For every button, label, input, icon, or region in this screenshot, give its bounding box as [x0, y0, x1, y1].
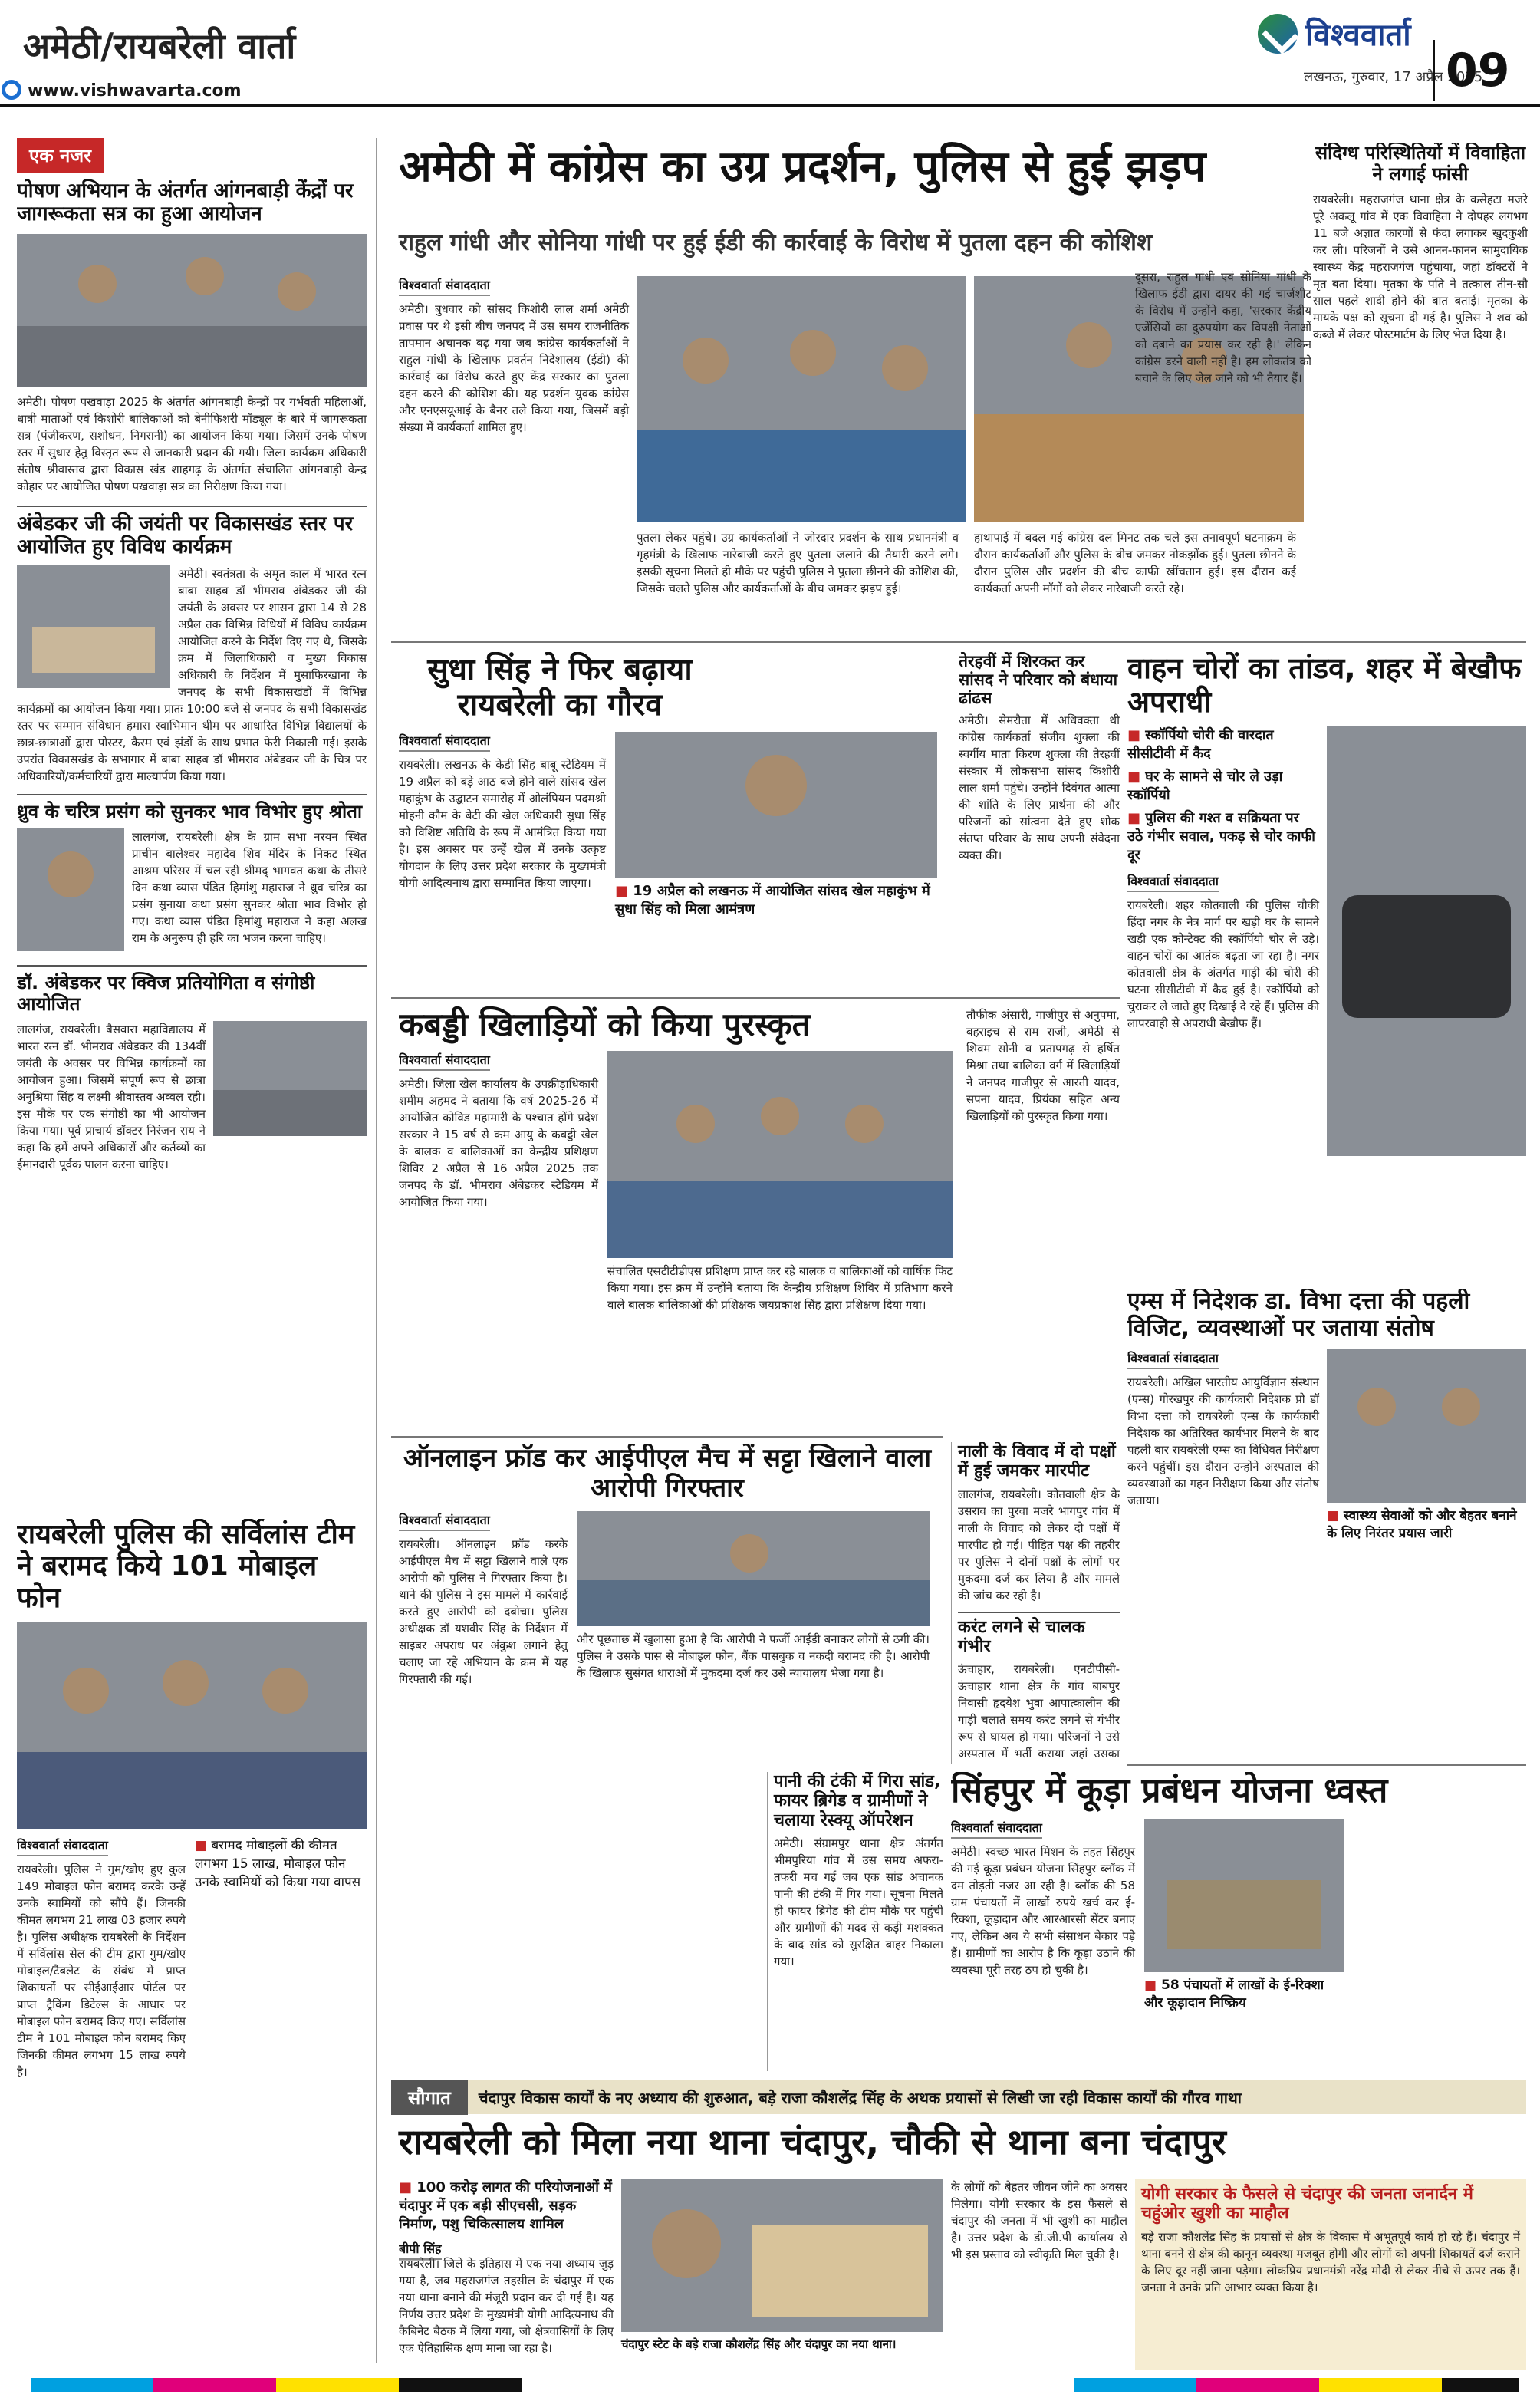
current-body: ऊंचाहार, रायबरेली। एनटीपीसी-ऊंचाहार थाना क्षेत्र के गांव बाबपुर निवासी हृदयेश भुवा आपात्कालीन की गाड़ी चलाते समय करंट लगने से गंभीर रूप से घायल हो गया। परिजनों ने उसे अस्पताल में भर्ती कराया जहां उसका	[958, 1662, 1120, 1761]
quiz-body: लालगंज, रायबरेली। बैसवारा महाविद्यालय में भारत रत्न डॉ. भीमराव अंबेडकर की 134वीं जयंती के अवसर पर विभिन्न कार्यक्रमों का आयोजन हुआ। जिसमें संपूर्ण रूप से छात्रा अनुश्रिया सिंह व लक्ष्मी श्रीवास्तव अव्वल रही। इस मौके पर एक संगोष्ठी का भी आयोजन किया गया। पूर्व प्राचार्य डॉक्टर निरंजन राय ने कहा कि हमें अपने अधिकारों और कर्तव्यों का ईमानदारी पूर्वक पालन करना चाहिए।	[17, 1023, 206, 1172]
kabaddi-body-3: तौफीक अंसारी, गाजीपुर से अनुपमा, बहराइच से राम राजी, अमेठी से शिवम सोनी व प्रतापगढ़ से हर्षित मिश्रा तथा बालिका वर्ग में खिलाड़ियों ने जनपद गाजीपुर से आरती यादव, सपना यादव, प्रियंका सहित अन्य खिलाड़ियों को पुरस्कृत किया गया।	[966, 1008, 1120, 1123]
vehicle-point-2: ■ घर के सामने से चोर ले उड़ा स्कॉर्पियो	[1127, 768, 1319, 805]
poshan-headline: पोषण अभियान के अंतर्गत आंगनबाड़ी केंद्रों पर जागरूकता सत्र का हुआ आयोजन	[17, 179, 354, 226]
lead-body-4: दूसरा, राहुल गांधी एवं सोनिया गांधी के खिलाफ ईडी द्वारा दायर की गई चार्जशीट के विरोध में उन्होंने कहा, 'सरकार केंद्रीय एजेंसियों का दुरुपयोग कर विपक्षी नेताओं को दबाने का प्रयास कर रही है।' लेकिन कांग्रेस डरने वाली नहीं है। हम लोकतंत्र को बचाने के लिए जेल जाने को भी तैयार हैं।	[1135, 270, 1311, 385]
lead-byline: विश्ववार्ता संवाददाता	[399, 276, 490, 296]
registration-bar-magenta-2	[1196, 2378, 1319, 2392]
surveillance-photo	[17, 1622, 367, 1829]
tanki-story	[767, 1772, 943, 2071]
kabaddi-byline: विश्ववार्ता संवाददाता	[399, 1051, 490, 1071]
page-number: 09	[1433, 40, 1517, 101]
aiims-byline: विश्ववार्ता संवाददाता	[1127, 1349, 1219, 1369]
lead-headline: अमेठी में कांग्रेस का उग्र प्रदर्शन, पुलिस से हुई झड़प	[399, 142, 1206, 192]
aiims-photo	[1327, 1349, 1526, 1503]
vehicle-body: रायबरेली। शहर कोतवाली की पुलिस चौकी हिंदा नगर के नेत्र मार्ग पर खड़ी घर के सामने खड़ी एक कोन्टेक्ट की स्कॉर्पियो चोर ले उड़े। वाहन चोरों का आतंक बढ़ता जा रहा है। नगर कोतवाली क्षेत्र के अंतर्गत गाड़ी की चोरी की घटना सीसीटीवी में कैद हुई है। स्कॉर्पियो को चुराकर ले जाते हुए दिखाई दे रहे हैं। पुलिस की लापरवाही से अपराधी बेखौफ हैं।	[1127, 898, 1319, 1031]
dhruv-photo	[17, 828, 124, 951]
row-rule-4	[1127, 1764, 1526, 1766]
lead-subheadline: राहुल गांधी और सोनिया गांधी पर हुई ईडी की कार्रवाई के विरोध में पुतला दहन की कोशिश	[399, 229, 1153, 256]
saugat-byline: बीपी सिंह	[399, 2240, 442, 2260]
aiims-body: रायबरेली। अखिल भारतीय आयुर्विज्ञान संस्थान (एम्स) गोरखपुर की कार्यकारी निदेशक प्रो डॉ विभा दत्ता को रायबरेली एम्स के कार्यकारी निदेशक का अतिरिक्त कार्यभार मिलने के बाद पहली बार रायबरेली एम्स का विधिवत निरीक्षण करने पहुंचीं। इस दौरान उन्होंने अस्पताल की व्यवस्थाओं का गहन निरीक्षण किया और संतोष जताया।	[1127, 1375, 1319, 1507]
surveillance-caption: ■ बरामद मोबाइलों की कीमत लगभग 15 लाख, मोबाइल फोन उनके स्वामियों को किया गया वापस	[195, 1836, 367, 1892]
kuda-byline: विश्ववार्ता संवाददाता	[951, 1819, 1042, 1839]
aiims-headline: एम्स में निदेशक डा. विभा दत्ता की पहली विजिट, व्यवस्थाओं पर जताया संतोष	[1127, 1289, 1470, 1342]
lead-col1	[399, 276, 629, 568]
tanki-body: अमेठी। संग्रामपुर थाना क्षेत्र अंतर्गत भीमपुरिया गांव में उस समय अफरा-तफरी मच गई जब एक सांड अचानक पानी की टंकी में गिर गया। सूचना मिलते ही फायर ब्रिगेड की टीम मौके पर पहुंची और ग्रामीणों की मदद से कड़ी मशक्कत के बाद सांड को सुरक्षित बाहर निकाला गया।	[774, 1836, 943, 1968]
quiz-photo	[213, 1021, 367, 1136]
registration-bar-black	[399, 2378, 522, 2392]
current-headline: करंट लगने से चालक गंभीर	[958, 1612, 1120, 1657]
kabaddi-body-2: संचालित एसटीटीडीएस प्रशिक्षण प्राप्त कर रहे बालक व बालिकाओं को वार्षिक फिट किया गया। इस क्रम में उन्होंने बताया कि केन्द्रीय प्रशिक्षण शिविर में प्रतिभाग करने वाले बालक बालिकाओं की प्रशिक्षक जयप्रकाश सिंह द्वारा प्रशिक्षण दिया गया।	[607, 1264, 953, 1312]
row-rule-2	[391, 997, 1120, 999]
sudha-story	[399, 652, 951, 990]
sudha-photo	[615, 732, 937, 878]
fansi-story	[1313, 143, 1528, 634]
header-rule	[0, 104, 1540, 107]
tanki-headline: पानी की टंकी में गिरा सांड, फायर ब्रिगेड व ग्रामीणों ने चलाया रेस्क्यू ऑपरेशन	[774, 1772, 941, 1830]
vehicle-story	[1127, 652, 1526, 1281]
quiz-headline: डॉ. अंबेडकर पर क्विज प्रतियोगिता व संगोष्ठी आयोजित	[17, 965, 367, 1015]
saugat-side-headline: योगी सरकार के फैसले से चंदापुर की जनता जनार्दन में चहुंओर खुशी का माहौल	[1141, 2185, 1473, 2224]
saugat-body-3: के लोगों को बेहतर जीवन जीने का अवसर मिलेगा। योगी सरकार के इस फैसले से चंदापुर की जनता में भी खुशी का माहौल है। उत्तर प्रदेश के डी.जी.पी कार्यालय से भी इस प्रस्ताव को स्वीकृति मिल चुकी है।	[951, 2180, 1127, 2261]
saugat-side-body: बड़े राजा कौशलेंद्र सिंह के प्रयासों से क्षेत्र के विकास में अभूतपूर्व कार्य हो रहे हैं। चंदापुर में थाना बनने से क्षेत्र की कानून व्यवस्था मजबूत होगी और लोगों को अपनी शिकायतें दर्ज कराने के लिए दूर नहीं जाना पड़ेगा। लोकप्रिय प्रधानमंत्री नरेंद्र मोदी से लेकर नीचे से ऊपर तक हैं। जनता ने उनके प्रति आभार व्यक्त किया है।	[1141, 2229, 1520, 2294]
dateline: लखनऊ, गुरुवार, 17 अप्रैल 2025	[1304, 69, 1483, 85]
fraud-body: रायबरेली। ऑनलाइन फ्रॉड करके आईपीएल मैच में सट्टा खिलाने वाले एक आरोपी को पुलिस ने गिरफ्तार किया है। थाने की पुलिस ने इस मामले में कार्रवाई करते हुए आरोपी को दबोचा। पुलिस अधीक्षक डॉ यशवीर सिंह के निर्देशन में साइबर अपराध पर अंकुश लगाने हेतु चलाए जा रहे अभियान के क्रम में यह गिरफ्तारी की गई।	[399, 1537, 568, 1687]
saugat-highlight: ■ 100 करोड़ लागत की परियोजनाओं में चंदापुर में एक बड़ी सीएचसी, सड़क निर्माण, पशु चिकित्सालय शामिल	[399, 2179, 614, 2234]
sudha-byline: विश्ववार्ता संवाददाता	[399, 732, 490, 752]
kabaddi-headline: कबड्डी खिलाड़ियों को किया पुरस्कृत	[399, 1006, 811, 1043]
vehicle-headline: वाहन चोरों का तांडव, शहर में बेखौफ अपराधी	[1127, 652, 1522, 719]
saugat-photo-caption: चंदापुर स्टेट के बड़े राजा कौशलेंद्र सिंह और चंदापुर का नया थाना।	[621, 2337, 897, 2351]
surveillance-body: रायबरेली। पुलिस ने गुम/खोए हुए कुल 149 मोबाइल फोन बरामद करके उन्हें उनके स्वामियों को सौंपे हैं। जिनकी कीमत लगभग 21 लाख 03 हजार रुपये है। पुलिस अधीक्षक रायबरेली के निर्देशन में सर्विलांस सेल की टीम द्वारा गुम/खोए मोबाइल/टैबलेट के संबंध में प्राप्त शिकायतों पर सीईआईआर पोर्टल पर प्राप्त ट्रैकिंग डिटेल्स के आधार पर मोबाइल फोन बरामद किए गए। सर्विलांस टीम ने 101 मोबाइल फोन बरामद किए जिनकी कीमत लगभग 15 लाख रुपये है।	[17, 1863, 186, 2080]
saugat-photo	[621, 2179, 943, 2332]
kuda-body: अमेठी। स्वच्छ भारत मिशन के तहत सिंहपुर की गई कूड़ा प्रबंधन योजना सिंहपुर ब्लॉक में दम तोड़ती नजर आ रही है। ब्लॉक की 58 ग्राम पंचायतों में लाखों रुपये खर्च कर ई-रिक्शा, कूड़ादान और आरआरसी सेंटर बनाए गए, लेकिन अब ये सभी संसाधन बेकार पड़े हैं। ग्रामीणों का आरोप है कि कूड़ा उठाने की व्यवस्था पूरी तरह ठप हो चुकी है।	[951, 1844, 1135, 1977]
surveillance-byline: विश्ववार्ता संवाददाता	[17, 1836, 108, 1856]
brand-mark-icon	[1258, 14, 1298, 54]
registration-bar-black-2	[1442, 2378, 1519, 2392]
fansi-headline: संदिग्ध परिस्थितियों में विवाहिता ने लगाई फांसी	[1315, 143, 1526, 185]
section-title: अमेठी/रायबरेली वार्ता	[23, 25, 296, 67]
kabaddi-body: अमेठी। जिला खेल कार्यालय के उपक्रीड़ाधिकारी शमीम अहमद ने बताया कि वर्ष 2025-26 में आयोजित कोविड महामारी के पश्चात होंगे प्रदेश सरकार ने 15 वर्ष से कम आयु के कबड्डी खेल के बालक व बालिकाओं का केन्द्रीय प्रशिक्षण शिविर 2 अप्रैल से 16 अप्रैल 2025 तक जनपद के डॉ. भीमराव अंबेडकर स्टेडियम में आयोजित किया गया।	[399, 1077, 598, 1210]
surveillance-headline: रायबरेली पुलिस की सर्विलांस टीम ने बरामद किये 101 मोबाइल फोन	[17, 1519, 355, 1614]
fraud-byline: विश्ववार्ता संवाददाता	[399, 1511, 490, 1531]
poshan-photo	[17, 234, 367, 387]
kuda-caption: ■ 58 पंचायतों में लाखों के ई-रिक्शा और कूड़ादान निष्क्रिय	[1144, 1977, 1344, 2012]
brand-name: विश्ववार्ता	[1305, 18, 1411, 53]
terahvi-story	[959, 652, 1120, 990]
naali-story	[951, 1442, 1120, 1764]
saugat-label: सौगात	[391, 2080, 468, 2115]
kuda-headline: सिंहपुर में कूड़ा प्रबंधन योजना ध्वस्त	[951, 1772, 1388, 1810]
aiims-caption: ■ स्वास्थ्य सेवाओं को और बेहतर बनाने के लिए निरंतर प्रयास जारी	[1327, 1507, 1526, 1543]
lead-body-1: अमेठी। बुधवार को सांसद किशोरी लाल शर्मा अमेठी प्रवास पर थे इसी बीच जनपद में उस समय राजनीतिक तापमान अचानक बढ़ गया जब कांग्रेस कार्यकर्ताओं ने राहुल गांधी के खिलाफ प्रवर्तन निदेशालय (ईडी) की कार्रवाई का विरोध करते हुए केंद्र सरकार का पुतला दहन करने की कोशिश की। यह प्रदर्शन युवक कांग्रेस और एनएसयूआई के बैनर तले किया गया, जिसमें बड़ी संख्या में कार्यकर्ता शामिल हुए।	[399, 302, 629, 434]
registration-bar-magenta	[153, 2378, 276, 2392]
surveillance-story	[17, 1519, 367, 2363]
dhruv-headline: ध्रुव के चरित्र प्रसंग को सुनकर भाव विभोर हुए श्रोता	[17, 794, 367, 823]
dhruv-body: लालगंज, रायबरेली। क्षेत्र के ग्राम सभा नरयन स्थित प्राचीन बालेश्वर महादेव शिव मंदिर के निकट स्थित आश्रम परिसर में चल रही श्रीमद् भागवत कथा के तीसरे दिन कथा व्यास पंडित हिमांशु महाराज ने ध्रुव चरित्र का प्रसंग सुनाया कथा प्रसंग सुनकर श्रोता भाव विभोर हो गए। कथा व्यास पंडित हिमांशु महाराज ने कहा अलख राम के अनुरूप ही हरि का भजन करना चाहिए।	[132, 830, 367, 946]
saugat-body: रायबरेली। जिले के इतिहास में एक नया अध्याय जुड़ गया है, जब महराजगंज तहसील के चंदापुर में एक नया थाना बनाने की मंजूरी प्रदान कर दी गई है। यह निर्णय उत्तर प्रदेश के मुख्यमंत्री योगी आदित्यनाथ की कैबिनेट बैठक में लिया गया, जो क्षेत्रवासियों के लिए एक ऐतिहासिक क्षण माना जा रहा है।	[399, 2257, 614, 2355]
saugat-strap: चंदापुर विकास कार्यों के नए अध्याय की शुरुआत, बड़े राजा कौशलेंद्र सिंह के अथक प्रयासों से लिखी जा रही विकास कार्यों की गौरव गाथा	[478, 2088, 1242, 2107]
kabaddi-story	[399, 1006, 959, 1436]
sudha-caption: ■ 19 अप्रैल को लखनऊ में आयोजित सांसद खेल महाकुंभ में सुधा सिंह को मिला आमंत्रण	[615, 882, 937, 919]
saugat-headline: रायबरेली को मिला नया थाना चंदापुर, चौकी से थाना बना चंदापुर	[399, 2121, 1226, 2162]
fansi-body: रायबरेली। महराजगंज थाना क्षेत्र के कसेहटा मजरे पूरे अकलू गांव में एक विवाहिता ने दोपहर लगभग 11 बजे अज्ञात कारणों से फंदा लगाकर खुदकुशी कर ली। परिजनों ने उसे आनन-फानन सामुदायिक स्वास्थ्य केंद्र महराजगंज पहुंचाया, जहां डॉक्टरों ने मृत बता दिया। मृतका के पति ने तत्काल तीन-सौ साल पहले शादी होने की बात बताई। मृतका के मायके पक्ष को सूचना दी गई है। पुलिस ने शव को कब्जे में लेकर पोस्टमार्टम के लिए भेज दिया है।	[1313, 193, 1528, 342]
saugat-strip	[391, 2080, 1526, 2114]
ambedkar-headline: अंबेडकर जी की जयंती पर विकासखंड स्तर पर आयोजित हुए विविध कार्यक्रम	[17, 506, 367, 559]
terahvi-body: अमेठी। सेमरौता में अधिवक्ता थी कांग्रेस कार्यकर्ता संजीव शुक्ला की स्वर्गीय माता किरण शुक्ला की तेरहवीं संस्कार में लोकसभा सांसद किशोरी लाल शर्मा पहुंचे। उन्होंने दिवंगत आत्मा की शांति के लिए प्रार्थना की और परिजनों को सांत्वना देते हुए शोक संतप्त परिवार के साथ अपनी संवेदना व्यक्त की।	[959, 713, 1120, 863]
vehicle-point-3: ■ पुलिस की गश्त व सक्रियता पर उठे गंभीर सवाल, पकड़ से चोर काफी दूर	[1127, 809, 1319, 865]
naali-body: लालगंज, रायबरेली। कोतवाली क्षेत्र के उसराव का पुरवा मजरे भागपुर गांव में नाली के विवाद को लेकर दो पक्षों में मारपीट हो गई। पीड़ित पक्ष की तहरीर पर पुलिस ने दोनों पक्षों के लोगों पर मुकदमा दर्ज कर लिया है और मामले की जांच कर रही है।	[958, 1487, 1120, 1602]
ambedkar-photo	[17, 565, 170, 688]
ambedkar-body: अमेठी। स्वतंत्रता के अमृत काल में भारत रत्न बाबा साहब डॉ भीमराव अंबेडकर जी की जयंती के अवसर पर शासन द्वारा 14 से 28 अप्रैल तक विभिन्न विधियों में विविध कार्यक्रम आयोजित करने के निर्देश दिए गए थे, जिसके क्रम में जिलाधिकारी व मुख्य विकास अधिकारी के निर्देशन में मुसाफिरखाना के जनपद के सभी विकासखंडों में विभिन्न कार्यक्रमों का आयोजन किया गया। प्रातः 10:00 बजे से जनपद के सभी विकासखंड स्तर पर सम्मान संविधान हमारा स्वाभिमान थीम पर आधारित विभिन्न विद्यालयों के छात्र-छात्राओं द्वारा पोस्टर, कैरम एवं झंडों के साथ प्रभात फेरी निकाली गई। इसके उपरांत विकासखंड के सभागार में बाबा साहब डॉ भीमराव अंबेडकर जी के चित्र पर अधिकारियों/कर्मचारियों द्वारा माल्यार्पण किया गया।	[17, 566, 367, 783]
fraud-headline: ऑनलाइन फ्रॉड कर आईपीएल मैच में सट्टा खिलाने वाला आरोपी गिरफ्तार	[403, 1444, 931, 1504]
row-rule-1	[391, 641, 1526, 643]
kuda-photo	[1144, 1819, 1344, 1972]
lead-photo-1	[637, 276, 966, 522]
site-url[interactable]: www.vishwavarta.com	[28, 81, 242, 100]
vehicle-photo	[1327, 726, 1526, 1156]
lead-body-3: हाथापाई में बदल गई कांग्रेस दल मिनट तक चले इस तनावपूर्ण घटनाक्रम के दौरान कार्यकर्ताओं और पुलिस के बीच जमकर नोकझोंक हुई। पुतला छीनने के दौरान पुलिस और प्रदर्शन की बीच काफी खींचतान हुई। इस दौरान कई कार्यकर्ता अपनी माँगों को लेकर नारेबाजी करते रहे।	[974, 531, 1296, 595]
kabaddi-photo	[607, 1051, 953, 1258]
column-divider	[376, 138, 377, 2363]
browser-icon	[2, 80, 21, 100]
naali-headline: नाली के विवाद में दो पक्षों में हुई जमकर मारपीट	[958, 1442, 1116, 1481]
registration-bar-cyan-2	[1074, 2378, 1196, 2392]
fraud-story	[399, 1444, 936, 1766]
kuda-story	[951, 1772, 1526, 2071]
vehicle-point-1: ■ स्कॉर्पियो चोरी की वारदात सीसीटीवी में कैद	[1127, 726, 1319, 763]
terahvi-headline: तेरहवीं में शिरकत कर सांसद ने परिवार को बंधाया ढांढस	[959, 652, 1118, 708]
fraud-body-2: और पूछताछ में खुलासा हुआ है कि आरोपी ने फर्जी आईडी बनाकर लोगों से ठगी की। पुलिस ने उसके पास से मोबाइल फोन, बैंक पासबुक व नकदी बरामद की है। आरोपी के खिलाफ सुसंगत धाराओं में मुकदमा दर्ज कर उसे न्यायालय भेजा गया है।	[577, 1632, 930, 1681]
brand-logo	[1258, 12, 1411, 54]
poshan-body: अमेठी। पोषण पखवाड़ा 2025 के अंतर्गत आंगनबाड़ी केन्द्रों पर गर्भवती महिलाओं, धात्री माताओं एवं किशोरी बालिकाओं को बेनीफिशरी मॉड्यूल के बारे में जागरूकता सत्र (पंजीकरण, सशोधन, निगरानी) का आयोजन किया गया। जिसमें उनके पोषण स्तर में सुधार हेतु विस्तृत रूप से जानकारी प्रदान की गयी। जिला कार्यक्रम अधिकारी संतोष श्रीवास्तव द्वारा विकास खंड शाहगढ़ के अंतर्गत संचालित आंगनबाड़ी केन्द्र कोहार पर आयोजित पोषण पखवाड़ा सत्र का निरीक्षण किया गया।	[17, 394, 367, 493]
vehicle-byline: विश्ववार्ता संवाददाता	[1127, 872, 1219, 892]
left-column	[17, 138, 367, 1511]
registration-bar-yellow-2	[1319, 2378, 1442, 2392]
lead-body-2: पुतला लेकर पहुंचे। उग्र कार्यकर्ताओं ने जोरदार प्रदर्शन के साथ प्रधानमंत्री व गृहमंत्री के खिलाफ नारेबाजी करते हुए पुतला जलाने की तैयारी करने लगे। इसकी सूचना मिलते ही मौके पर पहुंची पुलिस ने पुतला छीनने की कोशिश की, जिसके चलते पुलिस और कार्यकर्ताओं के बीच जमकर झड़प हुई।	[637, 531, 959, 595]
sudha-headline: सुधा सिंह ने फिर बढ़ाया रायबरेली का गौरव	[427, 652, 693, 723]
row-rule-3	[391, 1436, 943, 1438]
sudha-body: रायबरेली। लखनऊ के केडी सिंह बाबू स्टेडियम में 19 अप्रैल को बड़े आठ बजे होने वाले सांसद खेल महाकुंभ के उद्घाटन समारोह में ओलंपियन पदमश्री मोहनी कौम के बेटी की खेल अधिकारी सुधा सिंह को विशिष्ट अतिथि के रूप में आमंत्रित किया गया है। इस अवसर पर उन्हें खेल में उनके उत्कृष्ट योगदान के लिए उत्तर प्रदेश सरकार के मुख्यमंत्री योगी आदित्यनाथ द्वारा सम्मानित किया जाएगा।	[399, 758, 606, 890]
aiims-story	[1127, 1289, 1526, 1764]
registration-bar-yellow	[276, 2378, 399, 2392]
fraud-photo	[577, 1511, 930, 1626]
registration-bar-cyan	[31, 2378, 153, 2392]
saugat-side-box	[1135, 2179, 1526, 2370]
ek-nazar-tag: एक नजर	[17, 138, 104, 173]
